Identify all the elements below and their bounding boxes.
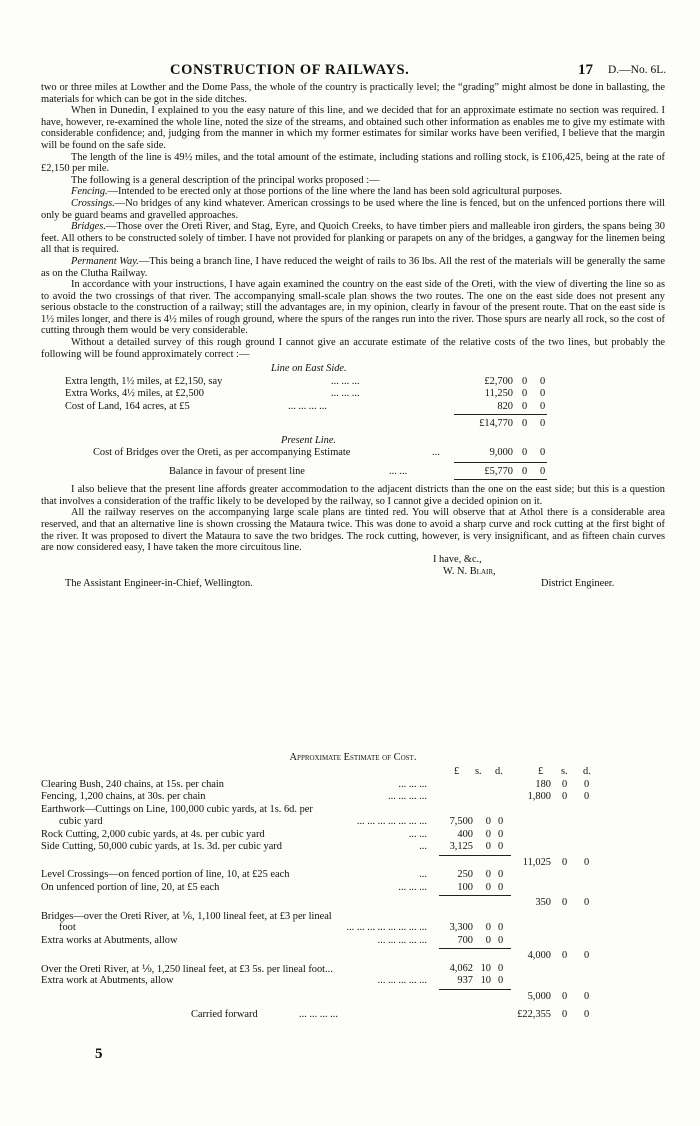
line-desc: Level Crossings—on fenced portion of line, 10, at £25 each bbox=[41, 869, 290, 880]
estimate-title bbox=[41, 752, 665, 766]
sub-pence: 0 bbox=[498, 962, 504, 974]
works-label: Permanent Way. bbox=[71, 255, 139, 267]
total-pence: 0 bbox=[584, 990, 590, 1002]
row-shillings: 0 bbox=[522, 375, 528, 387]
east-side-heading bbox=[41, 363, 665, 376]
works-permanent-way bbox=[41, 256, 665, 279]
row-pounds: 11,250 bbox=[484, 388, 513, 400]
sub-pence: 0 bbox=[498, 881, 504, 893]
row-pounds: £2,700 bbox=[484, 375, 513, 387]
sub-shillings: 0 bbox=[485, 816, 491, 827]
balance-shillings: 0 bbox=[522, 465, 528, 477]
table-row bbox=[41, 963, 665, 976]
total-pounds: 4,000 bbox=[527, 950, 551, 961]
paragraph: Without a detailed survey of this rough ground I cannot give an accurate estimate of the relative costs of the two lines, but probably the following will be found approximately correct :— bbox=[41, 337, 665, 360]
carried-forward-label: Carried forward bbox=[191, 1009, 258, 1020]
sub-pounds: 7,500 bbox=[449, 816, 473, 827]
table-row bbox=[41, 388, 665, 401]
row-pounds: 820 bbox=[497, 400, 513, 412]
row-dots: ... ... ... bbox=[331, 388, 360, 400]
estimate-title-a: Approximate Estimate bbox=[289, 752, 380, 763]
table-row bbox=[41, 882, 665, 895]
sub-shillings: 0 bbox=[485, 869, 491, 880]
footer-page-number: 5 bbox=[95, 1046, 103, 1062]
total-shillings: 0 bbox=[522, 418, 528, 430]
line-desc: Extra works at Abutments, allow bbox=[41, 934, 178, 946]
total-pence: 0 bbox=[584, 897, 590, 908]
works-label: Bridges. bbox=[71, 221, 106, 233]
present-line-heading-text: Present Line. bbox=[281, 434, 337, 446]
header-pounds: £ bbox=[454, 766, 460, 777]
east-side-table bbox=[41, 363, 665, 478]
sum-rule-line bbox=[439, 855, 511, 856]
sub-pence: 0 bbox=[498, 975, 504, 986]
total-pounds: 11,025 bbox=[522, 856, 551, 868]
sub-shillings: 0 bbox=[485, 934, 491, 946]
signatory-role: District Engineer. bbox=[541, 577, 615, 589]
row-pounds: 9,000 bbox=[489, 447, 513, 459]
sum-rule-line bbox=[439, 895, 511, 896]
row-dots: ... ... bbox=[408, 828, 427, 840]
total-shillings: 0 bbox=[562, 856, 568, 868]
sub-pounds: 250 bbox=[457, 869, 473, 880]
row-shillings: 0 bbox=[522, 447, 528, 459]
row-dots: ... ... ... bbox=[331, 375, 360, 387]
sub-pence: 0 bbox=[498, 841, 504, 852]
paragraph: In accordance with your instructions, I have again examined the country on the east side of the Oreti, with the view of diverting the line so as to avoid the two crossings of that river. The accompanying small-scale plan shows the two routes. The one on the east side does not present any serious obstacle to the construction of a railway; still the advantages are, in my opinion, clearly in favour of the present route. That on the east side is 1½ miles longer, and there is 4½ miles of rough ground, where the spurs of the ranges run into the river. Those spurs are nearly all rock, so the cost of cutting through them would be very considerable. bbox=[41, 279, 665, 337]
paragraph: The following is a general description of the principal works proposed :— bbox=[71, 174, 380, 186]
header-pence-total: d. bbox=[583, 766, 591, 777]
report-body bbox=[41, 82, 665, 592]
line-desc: Earthwork—Cuttings on Line, 100,000 cubic yards, at 1s. 6d. per bbox=[41, 803, 313, 815]
row-desc: Extra length, 1½ miles, at £2,150, say bbox=[65, 375, 223, 387]
header-shillings-total: s. bbox=[561, 766, 568, 777]
sub-pounds: 4,062 bbox=[449, 962, 473, 974]
total-pence: 0 bbox=[584, 856, 590, 868]
sub-shillings: 0 bbox=[485, 828, 491, 840]
header-pence: d. bbox=[495, 766, 503, 777]
carried-forward-pounds: £22,355 bbox=[517, 1009, 551, 1020]
table-row bbox=[41, 869, 665, 882]
row-dots: ... ... ... ... ... ... ... bbox=[356, 816, 427, 827]
row-dots: ... ... ... bbox=[398, 881, 427, 893]
closing: I have, &c., bbox=[433, 553, 482, 565]
row-dots: ... ... ... ... bbox=[288, 400, 327, 412]
row-pence: 0 bbox=[540, 388, 546, 400]
balance-pence: 0 bbox=[540, 465, 546, 477]
row-shillings: 0 bbox=[522, 400, 528, 412]
table-row bbox=[41, 791, 665, 804]
line-desc: Rock Cutting, 2,000 cubic yards, at 4s. per cubic yard bbox=[41, 828, 265, 840]
sub-pounds: 3,125 bbox=[449, 841, 473, 852]
line-desc: Fencing, 1,200 chains, at 30s. per chain bbox=[41, 791, 206, 802]
paragraph: The length of the line is 49½ miles, and the total amount of the estimate, including stations and rolling stock, is £106,425, being at the rate of £2,150 per mile. bbox=[41, 151, 665, 175]
works-bridges bbox=[41, 221, 665, 256]
row-pence: 0 bbox=[540, 375, 546, 387]
total-pounds: £14,770 bbox=[479, 418, 513, 430]
table-row bbox=[41, 401, 665, 414]
line-desc: foot bbox=[59, 922, 76, 933]
table-row bbox=[41, 376, 665, 389]
sub-pounds: 937 bbox=[457, 975, 473, 986]
balance-desc: Balance in favour of present line bbox=[169, 465, 305, 477]
row-dots: ... ... ... ... bbox=[388, 791, 427, 802]
total-pence: 0 bbox=[540, 418, 546, 430]
row-shillings: 0 bbox=[522, 388, 528, 400]
estimate-lines bbox=[41, 779, 665, 1004]
table-row bbox=[41, 910, 665, 923]
row-desc: Extra Works, 4½ miles, at £2,500 bbox=[65, 388, 204, 400]
table-row bbox=[41, 779, 665, 792]
row-dots: ... ... ... bbox=[398, 778, 427, 790]
sub-pence: 0 bbox=[498, 922, 504, 933]
addressee: The Assistant Engineer-in-Chief, Wellington. bbox=[65, 577, 253, 589]
running-title: CONSTRUCTION OF RAILWAYS. bbox=[170, 62, 410, 78]
paragraph: When in Dunedin, I explained to you the easy nature of this line, and we decided that for an approximate estimate no section was required. I have, however, re-examined the whole line, noted the size of the streams, and obtained such other information as enables me to give my estimate with considerable confidence; and, judging from the manner in which my former estimates for similar works have been verified, I believe that the margin will be found on the safe side. bbox=[41, 105, 665, 151]
sum-rule-line bbox=[439, 989, 511, 990]
sub-pence: 0 bbox=[498, 934, 504, 946]
sum-rule bbox=[454, 414, 547, 415]
total-shillings: 0 bbox=[562, 791, 568, 802]
line-desc: Extra work at Abutments, allow bbox=[41, 975, 174, 986]
works-label: Crossings. bbox=[71, 197, 115, 209]
row-pence: 0 bbox=[540, 447, 546, 459]
works-crossings bbox=[41, 198, 665, 221]
header-pounds-total: £ bbox=[538, 766, 544, 777]
works-label: Fencing. bbox=[71, 186, 108, 198]
total-pounds: 180 bbox=[535, 778, 551, 790]
carried-forward-pence: 0 bbox=[584, 1009, 590, 1020]
document-reference: D.—No. 6L. bbox=[608, 64, 667, 76]
table-row bbox=[41, 829, 665, 842]
balance-pounds: £5,770 bbox=[484, 465, 513, 477]
total-pence: 0 bbox=[584, 791, 590, 802]
sub-pence: 0 bbox=[498, 828, 504, 840]
total-pounds: 5,000 bbox=[527, 990, 551, 1002]
table-row bbox=[41, 991, 665, 1004]
total-shillings: 0 bbox=[562, 897, 568, 908]
sub-pounds: 3,300 bbox=[449, 922, 473, 933]
line-desc: Over the Oreti River, at ⅑, 1,250 lineal feet, at £3 5s. per lineal foot... bbox=[41, 963, 333, 975]
works-text: —Intended to be erected only at those portions of the line where the land has been sold agricultural purposes. bbox=[107, 186, 563, 198]
sum-rule bbox=[454, 479, 547, 480]
page-number: 17 bbox=[578, 62, 593, 78]
carried-forward-row bbox=[41, 1009, 665, 1022]
line-desc: On unfenced portion of line, 20, at £5 each bbox=[41, 881, 220, 893]
row-dots: ... ... ... ... ... bbox=[377, 975, 427, 986]
total-shillings: 0 bbox=[562, 990, 568, 1002]
east-side-heading-text: Line on East Side. bbox=[271, 363, 347, 375]
table-row bbox=[41, 841, 665, 854]
sum-rule-line bbox=[439, 948, 511, 949]
row-dots: ... bbox=[419, 869, 427, 880]
sub-pence: 0 bbox=[498, 816, 504, 827]
line-desc: Clearing Bush, 240 chains, at 15s. per chain bbox=[41, 778, 224, 790]
line-desc: Side Cutting, 50,000 cubic yards, at 1s. 3d. per cubic yard bbox=[41, 841, 282, 852]
line-desc: cubic yard bbox=[59, 816, 103, 827]
row-desc: Cost of Land, 164 acres, at £5 bbox=[65, 400, 190, 412]
estimate-table bbox=[41, 752, 665, 1022]
row-desc: Cost of Bridges over the Oreti, as per accompanying Estimate bbox=[93, 447, 351, 459]
header-shillings: s. bbox=[475, 766, 482, 777]
sub-shillings: 10 bbox=[480, 975, 491, 986]
total-pounds: 350 bbox=[535, 897, 551, 908]
row-dots: ... ... ... ... bbox=[299, 1009, 338, 1020]
estimate-title-b: of Cost. bbox=[382, 752, 417, 763]
paragraph: I also believe that the present line affords greater accommodation to the adjacent districts than the one on the east side; but this is a question that involves a consideration of the traffic likely to be developed by the railway, so I cannot give a decided opinion on it. bbox=[41, 484, 665, 507]
row-dots: ... ... bbox=[389, 465, 408, 477]
sub-shillings: 0 bbox=[485, 841, 491, 852]
carried-forward-shillings: 0 bbox=[562, 1009, 568, 1020]
works-text: —This being a branch line, I have reduced the weight of rails to 36 lbs. All the rest of the materials will be generally the same as on the Clutha Railway. bbox=[41, 255, 665, 279]
table-row bbox=[41, 897, 665, 910]
sub-pounds: 400 bbox=[457, 828, 473, 840]
works-text: —Those over the Oreti River, and Stag, Eyre, and Quoich Creeks, to have timber piers and malleable iron girders, the spans being 30 feet. All others to be constructed solely of timber. I have not provided for planking or parapets on any of the bridges, a gangway for the linemen being all that is required. bbox=[41, 221, 665, 256]
total-pence: 0 bbox=[584, 950, 590, 961]
table-row bbox=[41, 816, 665, 829]
row-dots: ... bbox=[432, 447, 440, 459]
sum-rule bbox=[454, 462, 547, 463]
table-row bbox=[41, 922, 665, 935]
table-row bbox=[41, 447, 665, 460]
table-row bbox=[41, 804, 665, 817]
works-text: —No bridges of any kind whatever. American crossings to be used where the line is fenced, but on the unfenced portions there will only be guard beams and gravelled approaches. bbox=[41, 197, 665, 221]
sub-shillings: 0 bbox=[485, 881, 491, 893]
table-row bbox=[41, 935, 665, 948]
row-dots: ... bbox=[419, 841, 427, 852]
balance-row bbox=[41, 466, 665, 479]
sub-pounds: 700 bbox=[457, 934, 473, 946]
row-pence: 0 bbox=[540, 400, 546, 412]
row-dots: ... ... ... ... ... bbox=[377, 934, 427, 946]
present-line-heading bbox=[41, 435, 665, 448]
sub-shillings: 0 bbox=[485, 922, 491, 933]
table-row bbox=[41, 975, 665, 988]
sub-shillings: 10 bbox=[480, 962, 491, 974]
table-row bbox=[41, 950, 665, 963]
total-shillings: 0 bbox=[562, 950, 568, 961]
sub-pounds: 100 bbox=[457, 881, 473, 893]
paragraph: All the railway reserves on the accompanying large scale plans are tinted red. You will observe that at Athol there is a considerable area reserved, and that an alternative line is shown crossing the Mataura twice. This was done to avoid a sharp curve and rock cutting at the first bight of the river. It was proposed to divert the Mataura to save the two bridges. The rock cutting, however, is very insignificant, and as fifteen chain curves are now considered easy, I have taken the more circuitous line. bbox=[41, 507, 665, 554]
signatory-name: W. N. Blair, bbox=[443, 565, 496, 577]
sub-pence: 0 bbox=[498, 869, 504, 880]
signoff bbox=[41, 554, 665, 592]
total-pence: 0 bbox=[584, 778, 590, 790]
column-headers bbox=[41, 766, 665, 779]
line-desc: Bridges—over the Oreti River, at ⅙, 1,100 lineal feet, at £3 per lineal bbox=[41, 910, 332, 922]
total-row bbox=[41, 418, 665, 431]
row-dots: ... ... ... ... ... ... ... ... bbox=[346, 922, 427, 933]
table-row bbox=[41, 857, 665, 870]
total-pounds: 1,800 bbox=[527, 791, 551, 802]
works-fencing bbox=[41, 186, 665, 198]
paragraph: two or three miles at Lowther and the Dome Pass, the whole of the country is practically level; the “grading” might almost be done in ballasting, the materials for which can be got in the side ditches. bbox=[41, 82, 665, 105]
total-shillings: 0 bbox=[562, 778, 568, 790]
